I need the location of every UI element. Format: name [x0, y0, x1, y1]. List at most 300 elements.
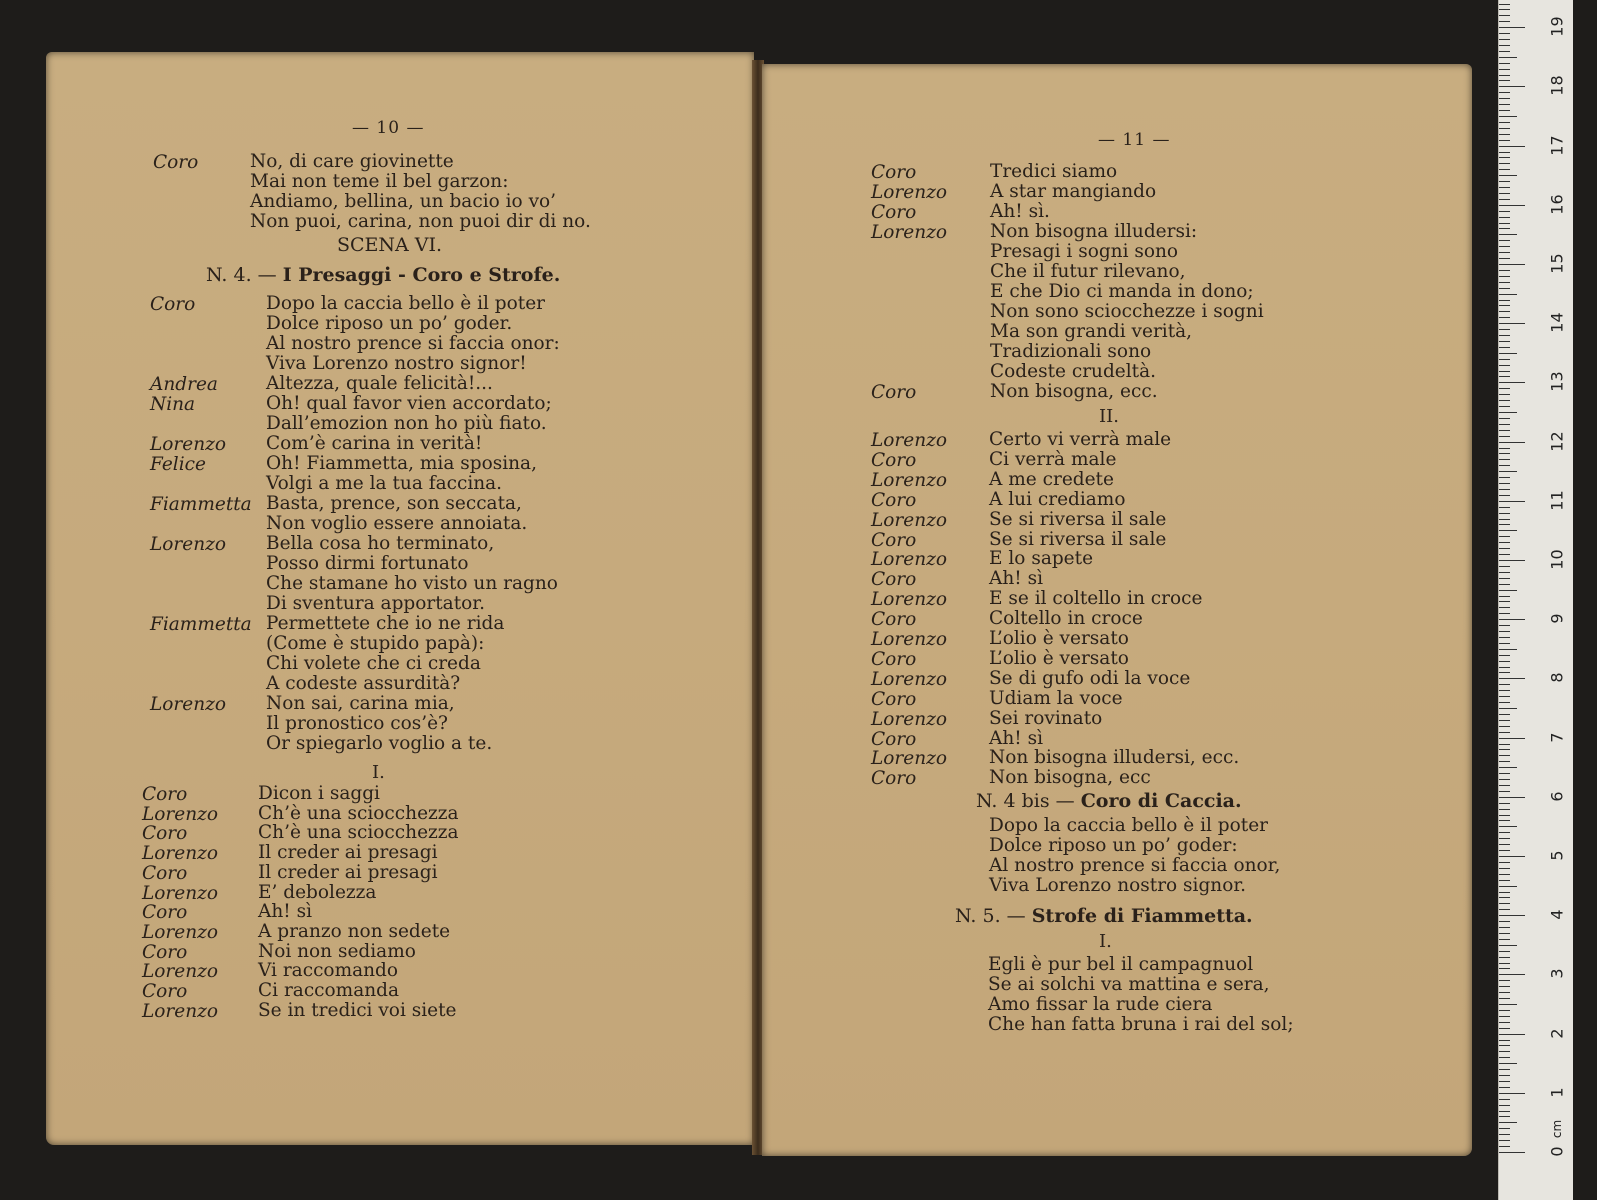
ruler-tick [1499, 424, 1510, 425]
ruler-label: 2 [1547, 1028, 1567, 1039]
ruler-tick [1499, 193, 1510, 194]
ruler-tick [1499, 442, 1525, 443]
role-label: Coro [871, 569, 917, 591]
ruler-tick [1499, 282, 1510, 283]
role-label: Lorenzo [871, 430, 948, 451]
ruler-tick [1499, 430, 1510, 431]
verse-line: Chi volete che ci creda [266, 653, 481, 674]
ruler-tick [1499, 886, 1517, 887]
verse-line: Non bisogna illudersi: [990, 221, 1198, 242]
ruler-tick [1499, 524, 1510, 525]
ruler-tick [1499, 560, 1525, 561]
ruler-tick [1499, 507, 1510, 508]
ruler-tick [1499, 554, 1510, 555]
ruler-tick [1499, 359, 1510, 360]
ruler-tick [1499, 844, 1510, 845]
verse-line: Ah! sì. [990, 201, 1050, 222]
role-label: Nina [150, 394, 196, 415]
verse-line: Se in tredici voi siete [258, 999, 457, 1021]
ruler-tick [1499, 631, 1510, 632]
verse-line: Ah! sì [989, 727, 1044, 749]
ruler-tick [1499, 850, 1510, 851]
ruler-tick [1499, 187, 1510, 188]
role-label: Coro [871, 648, 917, 670]
ruler-tick [1499, 797, 1525, 798]
ruler-tick [1499, 92, 1510, 93]
verse-line: A lui crediamo [989, 488, 1126, 510]
ruler-tick [1499, 228, 1510, 229]
ruler-tick [1499, 471, 1517, 472]
number-label: N. 4. — [206, 264, 283, 286]
ruler-label: 17 [1547, 134, 1567, 156]
ruler-tick [1499, 856, 1525, 857]
verse-line: E lo sapete [989, 548, 1094, 570]
verse-line: Dicon i saggi [258, 783, 380, 804]
role-label: Lorenzo [150, 534, 227, 555]
ruler-tick [1499, 317, 1510, 318]
role-label: Lorenzo [142, 803, 219, 825]
section-numeral: I. [372, 762, 385, 783]
ruler-tick [1499, 655, 1510, 656]
verse-line: Che stamane ho visto un ragno [266, 573, 558, 594]
verse-line: Dopo la caccia bello è il poter [989, 815, 1268, 837]
role-label: Lorenzo [142, 921, 219, 943]
ruler-tick [1499, 720, 1510, 721]
ruler-tick [1499, 909, 1510, 910]
ruler-tick [1499, 258, 1510, 259]
ruler-tick [1499, 820, 1510, 821]
number-title: Strofe di Fiammetta. [1031, 905, 1253, 928]
ruler-tick [1499, 234, 1517, 235]
role-label: Lorenzo [871, 748, 948, 770]
ruler-tick [1499, 501, 1525, 502]
ruler-tick [1499, 826, 1517, 827]
verse-line: A star mangiando [990, 181, 1157, 202]
ruler-tick [1499, 4, 1510, 5]
ruler-tick [1499, 169, 1510, 170]
ruler-tick [1499, 305, 1510, 306]
verse-line: Non bisogna, ecc. [990, 381, 1158, 402]
verse-line: Tredici siamo [990, 161, 1118, 182]
role-label: Felice [150, 454, 206, 475]
verse-line: Dolce riposo un po’ goder: [989, 835, 1238, 857]
ruler-tick [1499, 986, 1510, 987]
ruler-tick [1499, 607, 1510, 608]
ruler-tick [1499, 163, 1510, 164]
ruler-tick [1499, 773, 1510, 774]
verse-line: Non bisogna, ecc [989, 767, 1151, 789]
ruler-tick [1499, 134, 1510, 135]
ruler-tick [1499, 288, 1510, 289]
ruler-tick [1499, 702, 1510, 703]
verse-line: Ma son grandi verità, [990, 321, 1193, 342]
ruler-tick [1499, 294, 1517, 295]
page-number: — 11 — [1098, 130, 1171, 150]
role-label: Lorenzo [871, 509, 948, 531]
role-label: Coro [142, 862, 188, 884]
ruler-tick [1499, 738, 1525, 739]
ruler-tick [1499, 448, 1510, 449]
ruler-tick [1499, 696, 1510, 697]
role-label: Coro [150, 294, 196, 315]
number-heading [955, 905, 1253, 927]
verse-line: Oh! qual favor vien accordato; [266, 393, 552, 414]
ruler-tick [1499, 27, 1525, 28]
ruler-tick [1499, 974, 1525, 975]
ruler-tick [1499, 803, 1510, 804]
verse-line: Al nostro prence si faccia onor: [266, 333, 560, 354]
ruler-tick [1499, 1140, 1510, 1141]
ruler-tick [1499, 903, 1510, 904]
ruler-label: 6 [1547, 791, 1567, 802]
role-label: Coro [142, 823, 188, 845]
ruler-tick [1499, 726, 1510, 727]
ruler-tick [1499, 690, 1510, 691]
ruler-tick [1499, 1146, 1510, 1147]
ruler-tick [1499, 175, 1517, 176]
ruler-label: 10 [1547, 549, 1567, 570]
ruler-tick [1499, 785, 1510, 786]
ruler-tick [1499, 116, 1517, 117]
role-label: Fiammetta [150, 494, 252, 515]
role-label: Coro [142, 902, 188, 924]
ruler-tick [1499, 489, 1510, 490]
number-label: N. 5. — [955, 905, 1032, 928]
verse-line: L’olio è versato [989, 628, 1129, 649]
role-label: Coro [142, 981, 188, 1002]
ruler-tick [1499, 199, 1510, 200]
ruler-label: 1 [1547, 1087, 1567, 1098]
ruler-tick [1499, 394, 1510, 395]
verse-line: Bella cosa ho terminato, [266, 533, 495, 554]
ruler-label: 15 [1547, 253, 1567, 274]
verse-line: Se di gufo odi la voce [989, 667, 1191, 689]
right-page [762, 64, 1472, 1156]
ruler-tick [1499, 104, 1510, 105]
ruler-tick [1499, 211, 1510, 212]
ruler-tick [1499, 862, 1510, 863]
verse-line: Tradizionali sono [990, 341, 1152, 362]
ruler-tick [1499, 732, 1510, 733]
role-label: Lorenzo [871, 469, 948, 491]
ruler-tick [1499, 459, 1510, 460]
role-label: Coro [871, 202, 917, 223]
verse-line: Il creder ai presagi [258, 861, 438, 883]
verse-line: Permettete che io ne rida [266, 613, 505, 634]
ruler-tick [1499, 270, 1510, 271]
ruler-tick [1499, 590, 1517, 591]
verse-line: Udiam la voce [989, 687, 1123, 709]
verse-line: Non sono sciocchezze i sogni [990, 301, 1264, 322]
verse-line: Non sai, carina mia, [266, 693, 455, 714]
ruler-label: 13 [1547, 371, 1567, 393]
ruler-tick [1499, 832, 1510, 833]
ruler-label: 11 [1547, 490, 1567, 511]
verse-line: Ch’è una sciocchezza [258, 822, 459, 844]
ruler-label: 16 [1547, 194, 1567, 215]
ruler-tick [1499, 672, 1510, 673]
ruler-tick [1499, 714, 1510, 715]
ruler-tick [1499, 412, 1517, 413]
ruler-label: 9 [1547, 613, 1567, 624]
ruler-tick [1499, 483, 1510, 484]
ruler-tick [1499, 495, 1510, 496]
ruler-label: 12 [1547, 430, 1567, 452]
verse-line: Ci raccomanda [258, 980, 400, 1001]
ruler-tick [1499, 1028, 1510, 1029]
ruler-tick [1499, 80, 1510, 81]
ruler-label: 5 [1547, 850, 1567, 861]
verse-line: Non voglio essere annoiata. [266, 513, 528, 534]
ruler-tick [1499, 1122, 1517, 1123]
ruler-tick [1499, 619, 1525, 620]
ruler-tick [1499, 128, 1510, 129]
role-label: Lorenzo [150, 434, 227, 455]
number-heading [976, 790, 1242, 812]
ruler-tick [1499, 418, 1510, 419]
ruler-tick [1499, 963, 1510, 964]
ruler-tick [1499, 1099, 1510, 1100]
ruler-tick [1499, 69, 1510, 70]
ruler-tick [1499, 625, 1510, 626]
ruler-tick [1499, 406, 1510, 407]
ruler-tick [1499, 998, 1510, 999]
verse-line: No, di care giovinette [250, 151, 454, 172]
ruler-tick [1499, 388, 1510, 389]
ruler-tick [1499, 513, 1510, 514]
ruler-tick [1499, 1057, 1510, 1058]
ruler-tick [1499, 21, 1510, 22]
verse-line: Dopo la caccia bello è il poter [266, 293, 545, 314]
ruler-tick [1499, 548, 1510, 549]
ruler-tick [1499, 1134, 1510, 1135]
role-label: Lorenzo [150, 694, 227, 715]
role-label: Lorenzo [871, 182, 948, 203]
scene-title: SCENA VI. [337, 234, 443, 256]
ruler-tick [1499, 181, 1510, 182]
ruler-tick [1499, 815, 1510, 816]
verse-line: Sei rovinato [989, 707, 1103, 729]
ruler-label: 19 [1547, 16, 1567, 37]
ruler-tick [1499, 365, 1510, 366]
role-label: Coro [871, 162, 917, 183]
ruler-label: 0 [1547, 1146, 1567, 1157]
ruler-tick [1499, 968, 1510, 969]
ruler-tick [1499, 311, 1510, 312]
ruler-tick [1499, 927, 1510, 928]
ruler-tick [1499, 661, 1510, 662]
number-title: I Presaggi - Coro e Strofe. [282, 264, 561, 286]
ruler-tick [1499, 75, 1510, 76]
ruler-tick [1499, 572, 1510, 573]
ruler-tick [1499, 791, 1510, 792]
ruler-tick [1499, 1093, 1525, 1094]
ruler-tick [1499, 400, 1510, 401]
ruler-tick [1499, 1081, 1510, 1082]
ruler-tick [1499, 140, 1510, 141]
verse-line: Che han fatta bruna i rai del sol; [988, 1014, 1294, 1036]
ruler-tick [1499, 45, 1510, 46]
ruler-tick [1499, 678, 1525, 679]
ruler-unit: cm [1550, 1119, 1564, 1139]
ruler-tick [1499, 613, 1510, 614]
role-label: Lorenzo [142, 1000, 219, 1022]
verse-line: Al nostro prence si faccia onor, [989, 855, 1281, 877]
ruler-tick [1499, 915, 1525, 916]
verse-line: Viva Lorenzo nostro signor. [989, 875, 1247, 897]
verse-line: Ah! sì [258, 901, 313, 923]
verse-line: Com’è carina in verità! [266, 433, 483, 454]
section-numeral: II. [1099, 406, 1119, 427]
ruler-tick [1499, 39, 1510, 40]
number-title: Coro di Caccia. [1080, 790, 1242, 813]
ruler-tick [1499, 371, 1510, 372]
ruler-tick [1499, 436, 1510, 437]
ruler-tick [1499, 761, 1510, 762]
ruler-tick [1499, 649, 1517, 650]
ruler-tick [1499, 933, 1510, 934]
ruler-tick [1499, 951, 1510, 952]
ruler-tick [1499, 584, 1510, 585]
role-label: Coro [142, 784, 188, 805]
verse-line: Or spiegarlo voglio a te. [266, 733, 493, 754]
verse-line: Vi raccomando [258, 960, 399, 982]
verse-line: Ah! sì [989, 568, 1044, 590]
ruler-label: 14 [1547, 312, 1567, 333]
verse-line: Amo fissar la rude ciera [988, 994, 1213, 1016]
verse-line: A pranzo non sedete [258, 920, 451, 942]
ruler-tick [1499, 542, 1510, 543]
ruler-tick [1499, 601, 1510, 602]
ruler-tick [1499, 530, 1517, 531]
verse-line: Se si riversa il sale [989, 508, 1167, 530]
ruler-tick [1499, 329, 1510, 330]
ruler-tick [1499, 1152, 1525, 1153]
role-label: Lorenzo [142, 961, 219, 983]
role-label: Coro [871, 449, 917, 471]
verse-line: E se il coltello in croce [989, 588, 1203, 610]
ruler-tick [1499, 980, 1510, 981]
role-label: Lorenzo [871, 668, 948, 690]
verse-line: Non bisogna illudersi, ecc. [989, 747, 1240, 769]
ruler-tick [1499, 353, 1517, 354]
number-heading [206, 264, 560, 286]
ruler-tick [1499, 1116, 1510, 1117]
ruler-tick [1499, 335, 1510, 336]
ruler-tick [1499, 57, 1517, 58]
ruler-tick [1499, 382, 1525, 383]
ruler-tick [1499, 1016, 1510, 1017]
role-label: Lorenzo [871, 549, 948, 571]
ruler-tick [1499, 1045, 1510, 1046]
ruler-label: 8 [1547, 672, 1567, 683]
role-label: Coro [142, 941, 188, 963]
ruler-tick [1499, 51, 1510, 52]
verse-line: L’olio è versato [989, 647, 1129, 669]
role-label: Lorenzo [142, 843, 219, 865]
ruler-tick [1499, 809, 1510, 810]
verse-line: Posso dirmi fortunato [266, 553, 469, 574]
role-label: Coro [871, 529, 917, 551]
verse-line: Di sventura apportator. [266, 593, 485, 614]
verse-line: Se si riversa il sale [989, 528, 1167, 550]
ruler-tick [1499, 276, 1510, 277]
role-label: Fiammetta [150, 614, 252, 635]
ruler-tick [1499, 868, 1510, 869]
ruler-tick [1499, 453, 1510, 454]
ruler-tick [1499, 1128, 1510, 1129]
verse-line: E’ debolezza [258, 881, 377, 903]
ruler-tick [1499, 122, 1510, 123]
ruler-tick [1499, 1063, 1517, 1064]
verse-line: Volgi a me la tua faccina. [266, 473, 503, 494]
ruler-tick [1499, 300, 1510, 301]
ruler-tick [1499, 347, 1510, 348]
ruler-tick [1499, 1040, 1510, 1041]
ruler-tick [1499, 477, 1510, 478]
ruler-tick [1499, 110, 1510, 111]
verse-line: Ch’è una sciocchezza [258, 802, 459, 824]
verse-line: Certo vi verrà male [989, 429, 1172, 450]
ruler-tick [1499, 217, 1510, 218]
role-label: Lorenzo [871, 222, 948, 243]
ruler-tick [1499, 838, 1510, 839]
verse-line: Noi non sediamo [258, 940, 416, 962]
role-label: Coro [871, 728, 917, 750]
ruler-tick [1499, 146, 1525, 147]
ruler-tick [1499, 223, 1510, 224]
verse-line: Non puoi, carina, non puoi dir di no. [250, 211, 591, 232]
ruler-tick [1499, 874, 1510, 875]
ruler-tick [1499, 1034, 1525, 1035]
role-label: Lorenzo [871, 589, 948, 611]
ruler-label: 3 [1547, 968, 1567, 979]
verse-line: Presagi i sogni sono [990, 241, 1179, 262]
ruler-tick [1499, 1004, 1517, 1005]
ruler-tick [1499, 708, 1517, 709]
ruler-tick [1499, 945, 1517, 946]
verse-line: Il creder ai presagi [258, 842, 438, 864]
number-label: N. 4 bis — [976, 790, 1081, 813]
verse-line: Andiamo, bellina, un bacio io vo’ [250, 191, 557, 212]
ruler-tick [1499, 779, 1510, 780]
ruler-tick [1499, 240, 1510, 241]
ruler-tick [1499, 744, 1510, 745]
page-number: — 10 — [352, 118, 425, 138]
ruler-tick [1499, 465, 1510, 466]
ruler-tick [1499, 1022, 1510, 1023]
role-label: Lorenzo [142, 882, 219, 904]
verse-line: A me credete [989, 468, 1114, 490]
ruler-tick [1499, 1087, 1510, 1088]
verse-line: Se ai solchi va mattina e sera, [988, 974, 1270, 996]
ruler-label: 7 [1547, 732, 1567, 743]
ruler-tick [1499, 755, 1510, 756]
ruler-tick [1499, 63, 1510, 64]
ruler-tick [1499, 1105, 1510, 1106]
ruler-tick [1499, 33, 1510, 34]
ruler-label: 4 [1547, 909, 1567, 920]
ruler-tick [1499, 98, 1510, 99]
ruler-tick [1499, 1069, 1510, 1070]
role-label: Coro [871, 382, 917, 403]
ruler-tick [1499, 637, 1510, 638]
ruler-tick [1499, 252, 1510, 253]
verse-line: Oh! Fiammetta, mia sposina, [266, 453, 537, 474]
ruler-tick [1499, 767, 1517, 768]
ruler-label: 18 [1547, 75, 1567, 97]
verse-line: Il pronostico cos’è? [266, 713, 448, 734]
